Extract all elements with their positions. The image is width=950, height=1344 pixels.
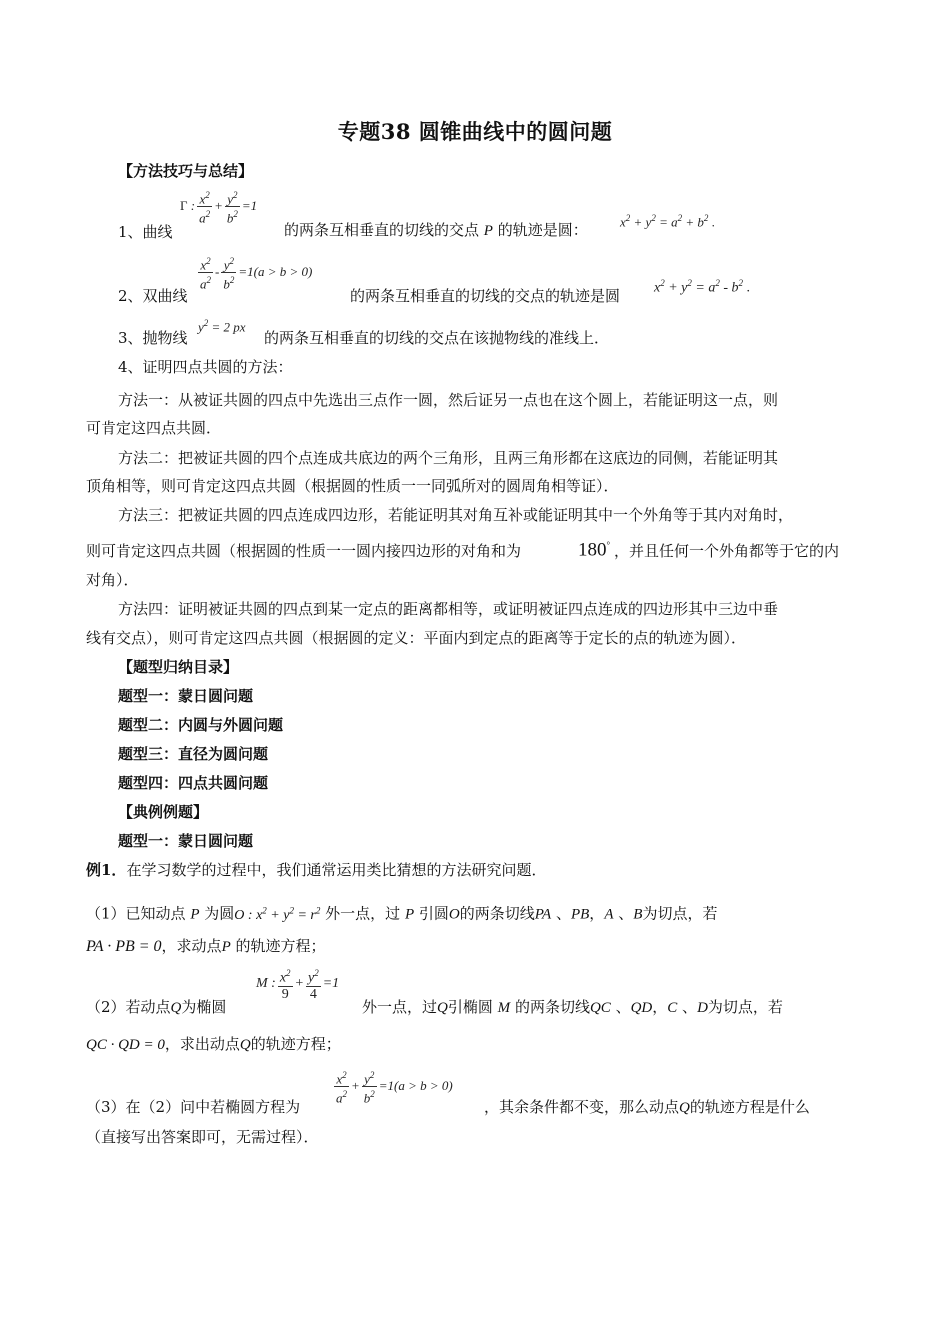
method3-line1: 方法三：把被证共圆的四点连成四边形，若能证明其对角互补或能证明其中一个外角等于其内对角时，	[118, 506, 794, 524]
type-item-2: 题型二：内圆与外圆问题	[118, 716, 284, 734]
item3-text: 的两条互相垂直的切线的交点在该抛物线的准线上．	[264, 329, 610, 347]
question1-line1: （1）已知动点 P 为圆O : $x^2 + y^2 = r^2$ 外一点，过 P 引圆O的两条切线PA 、PB，A 、B为切点，若	[86, 904, 718, 923]
method4-line1: 方法四：证明被证共圆的四点到某一定点的距离都相等，或证明被证四点连成的四边形其中三边中垂	[118, 600, 779, 618]
example-type-heading: 题型一：蒙日圆问题	[118, 832, 254, 850]
item2-prefix: 2、双曲线	[118, 287, 188, 305]
question2-line1b: 外一点，过Q引椭圆 M 的两条切线QC 、QD，C 、D为切点，若	[362, 998, 783, 1016]
question3-line1b: ，其余条件都不变，那么动点Q的轨迹方程是什么	[484, 1098, 810, 1116]
type-item-4: 题型四：四点共圆问题	[118, 774, 269, 792]
question1-line2: PA · PB = 0，求动点P 的轨迹方程；	[86, 937, 326, 955]
question3-line2: （直接写出答案即可，无需过程）．	[86, 1128, 319, 1146]
parabola-equation: $y^2 = 2$ px	[198, 318, 246, 335]
method3-line2b: ，并且任何一个外角都等于它的内	[614, 542, 840, 560]
method2-line1: 方法二：把被证共圆的四个点连成共底边的两个三角形，且两三角形都在这底边的同侧，若能证明其	[118, 449, 779, 467]
method2-line2: 顶角相等，则可肯定这四点共圆（根据圆的性质一一同弧所对的圆周角相等证）．	[86, 477, 619, 495]
page-title: 专题38 圆锥曲线中的圆问题	[337, 119, 613, 144]
example1-intro: 例1．在学习数学的过程中，我们通常运用类比猜想的方法研究问题．	[86, 861, 547, 879]
method4-line2: 线有交点），则可肯定这四点共圆（根据圆的定义：平面内到定点的距离等于定长的点的轨迹为圆）．	[86, 629, 747, 647]
section-examples-heading: 【典例例题】	[118, 803, 209, 821]
section-types-heading: 【题型归纳目录】	[118, 658, 239, 676]
item4-heading: 4、证明四点共圆的方法：	[118, 358, 293, 376]
question2-line1a: （2）若动点Q为椭圆	[86, 998, 227, 1016]
method3-line2a: 则可肯定这四点共圆（根据圆的性质一一圆内接四边形的对角和为	[86, 542, 522, 560]
item2-circle-equation: $x^2 + y^2 = a^2 - b^2$ .	[654, 278, 751, 296]
type-item-1: 题型一：蒙日圆问题	[118, 687, 254, 705]
method3-line3: 对角）．	[86, 571, 139, 589]
degree-180: 180°	[578, 539, 611, 561]
item1-prefix: 1、曲线	[118, 223, 173, 241]
item2-text: 的两条互相垂直的切线的交点的轨迹是圆	[350, 287, 621, 305]
hyperbola-equation: $\frac{x^2}{a^2}$ - $\frac{y^2}{b^2}$ =1(a > b > 0)	[200, 256, 313, 292]
item1-circle-equation: $x^2 + y^2 = a^2 + b^2$ .	[620, 213, 715, 230]
ellipse-m-equation: M : $\frac{x^2}{9}$ + $\frac{y^2}{4}$ =1	[256, 968, 340, 1002]
method1-line2: 可肯定这四点共圆．	[86, 419, 222, 437]
item1-text: 的两条互相垂直的切线的交点 P 的轨迹是圆：	[284, 221, 588, 239]
section-methods-heading: 【方法技巧与总结】	[118, 162, 254, 180]
question2-line2: QC · QD = 0，求出动点Q的轨迹方程；	[86, 1035, 341, 1053]
ellipse-equation: Γ : $\frac{x^2}{a^2}$ + $\frac{y^2}{b^2}$ =1	[180, 190, 258, 226]
general-ellipse-equation: $\frac{x^2}{a^2}$ + $\frac{y^2}{b^2}$ =1(a > b > 0)	[336, 1070, 453, 1106]
item3-prefix: 3、抛物线	[118, 329, 188, 347]
question3-line1a: （3）在（2）问中若椭圆方程为	[86, 1098, 301, 1116]
method1-line1: 方法一：从被证共圆的四点中先选出三点作一圆，然后证另一点也在这个圆上，若能证明这一点，则	[118, 391, 779, 409]
type-item-3: 题型三：直径为圆问题	[118, 745, 269, 763]
